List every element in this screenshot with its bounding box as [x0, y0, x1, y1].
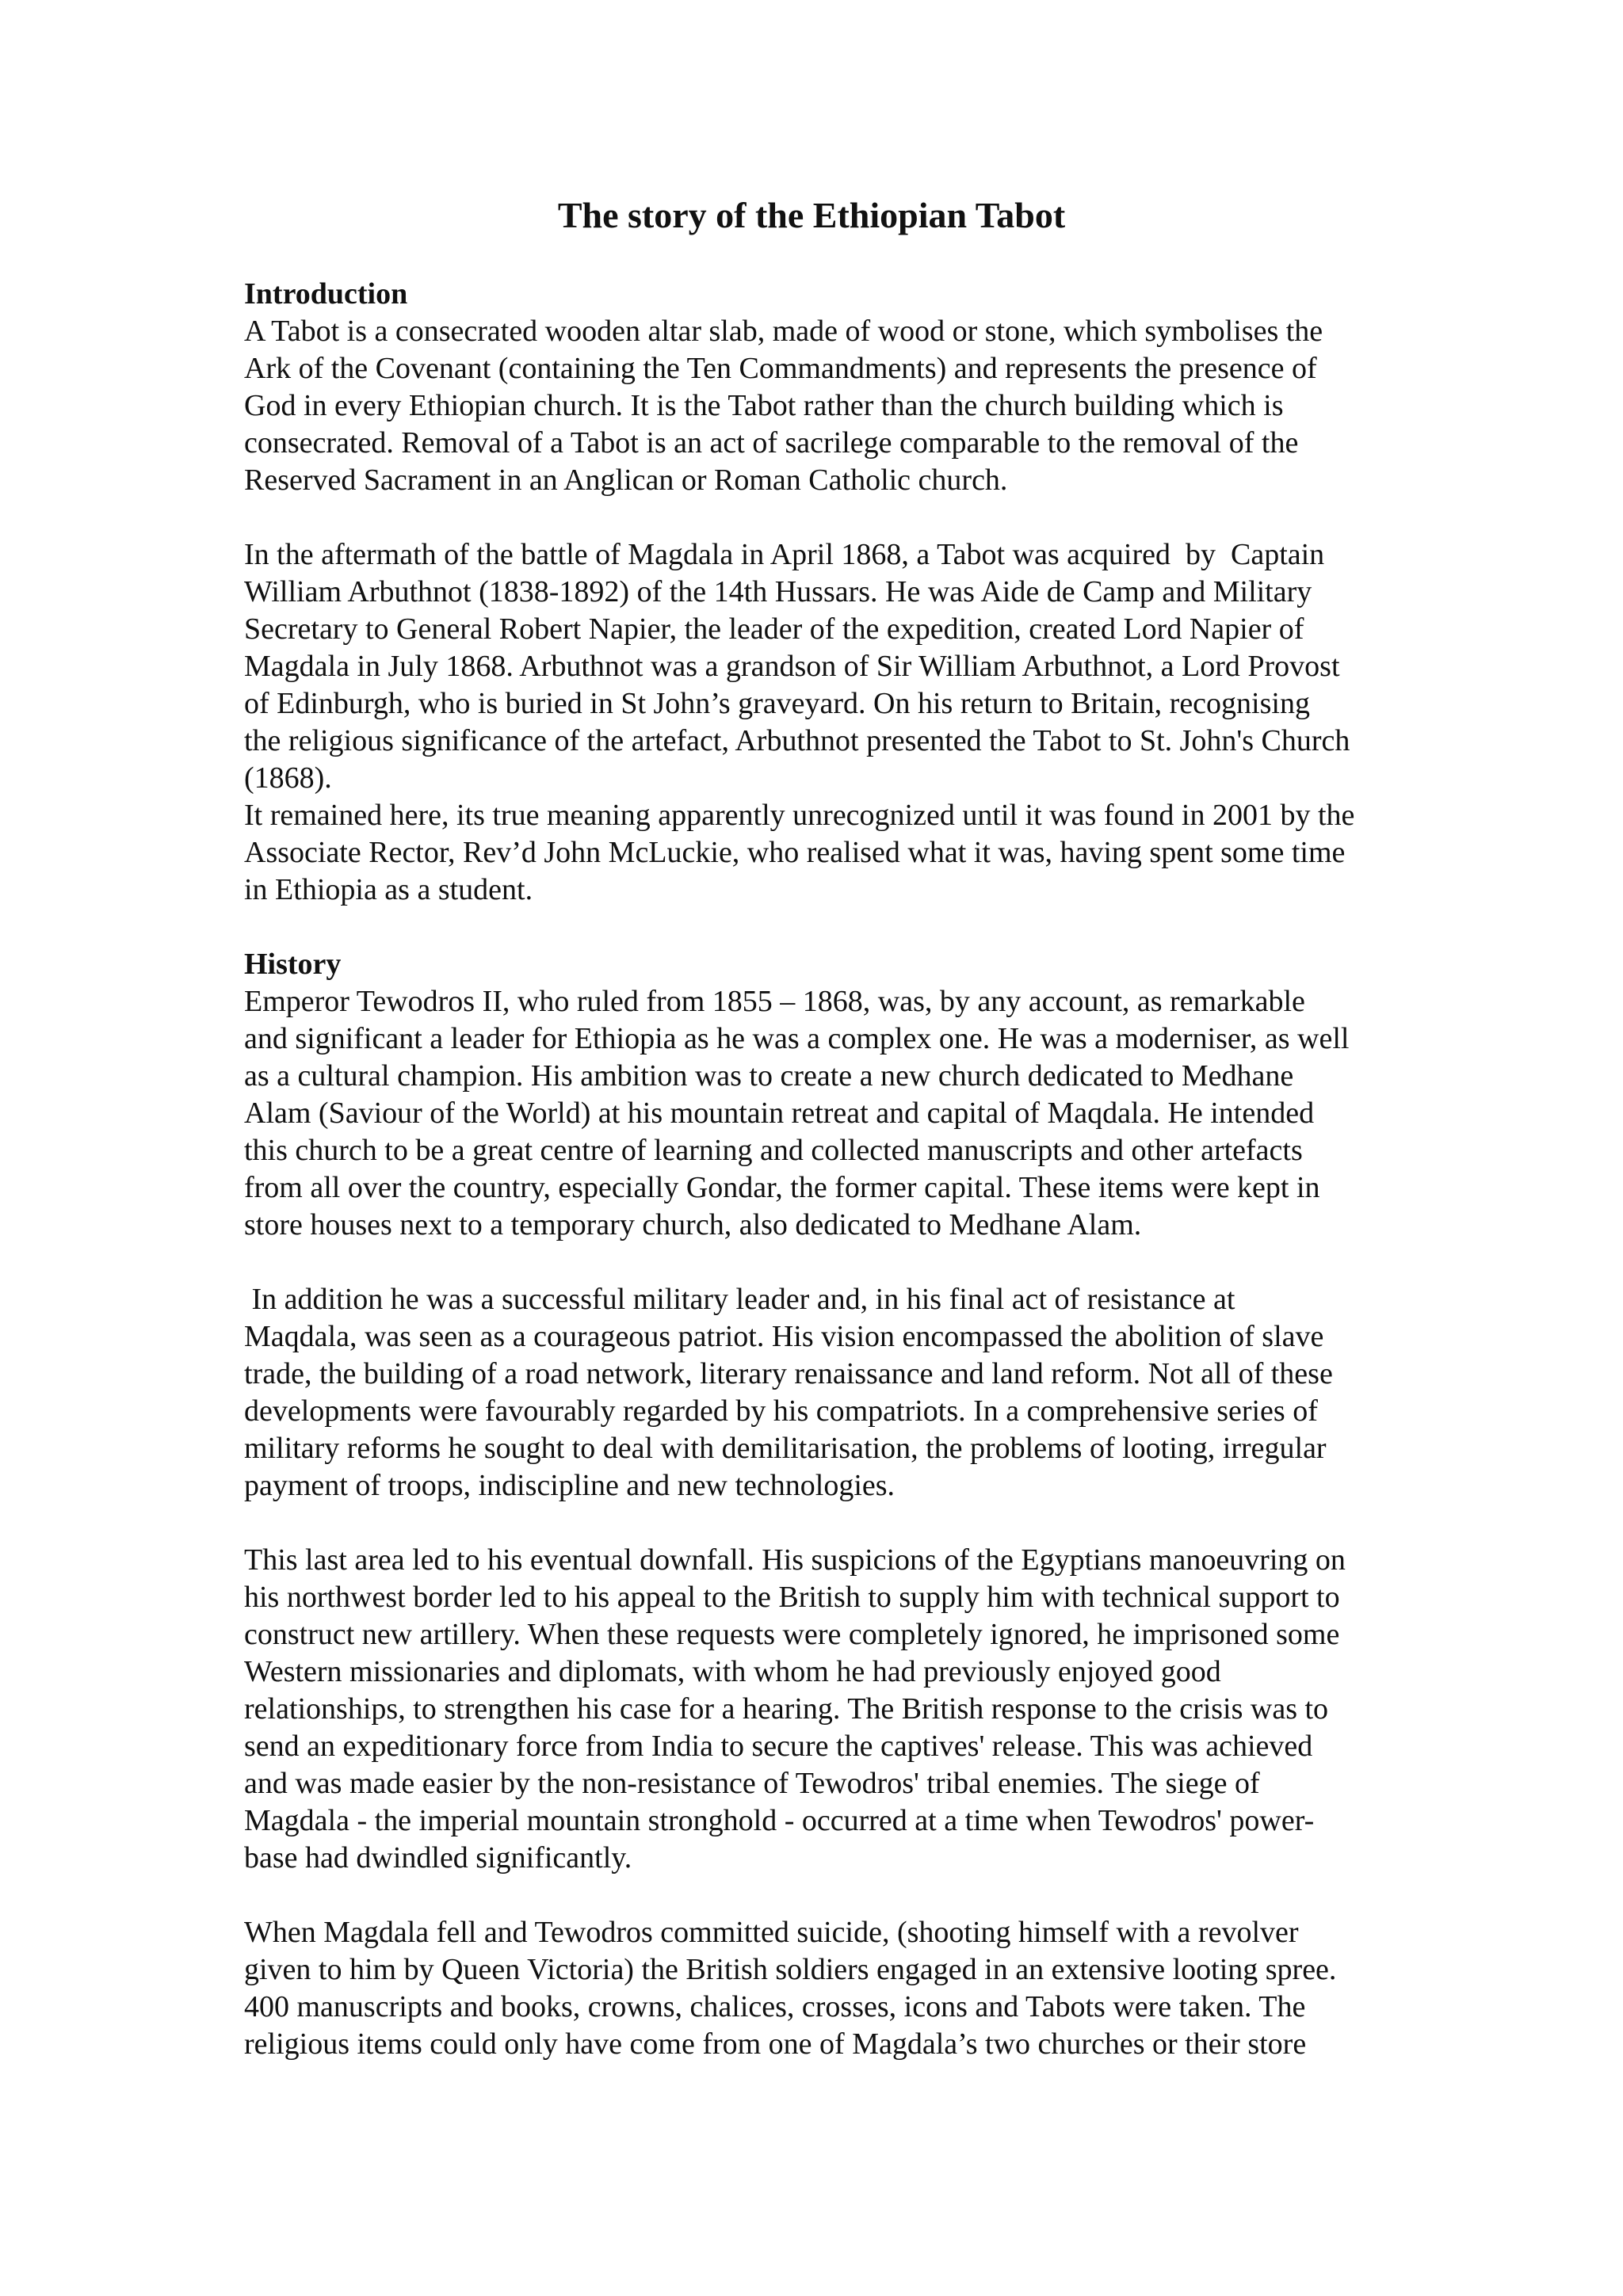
text-line: Secretary to General Robert Napier, the leader of the expedition, created Lord Napier of — [244, 612, 1304, 646]
text-line: relationships, to strengthen his case for a hearing. The British response to the crisis was to — [244, 1692, 1329, 1726]
text-line: William Arbuthnot (1838-1892) of the 14th Hussars. He was Aide de Camp and Military — [244, 575, 1312, 608]
text-line: in Ethiopia as a student. — [244, 873, 533, 906]
text-line: It remained here, its true meaning apparently unrecognized until it was found in 2001 by the — [244, 799, 1355, 832]
section-history — [244, 946, 1480, 2063]
text-line: store houses next to a temporary church, also dedicated to Medhane Alam. — [244, 1208, 1142, 1241]
text-line: the religious significance of the artefact, Arbuthnot presented the Tabot to St. John's Church — [244, 724, 1350, 757]
text-line: send an expeditionary force from India to secure the captives' release. This was achieved — [244, 1730, 1313, 1763]
text-line: this church to be a great centre of learning and collected manuscripts and other artefacts — [244, 1134, 1303, 1167]
text-line: (1868). — [244, 761, 332, 795]
text-line: and significant a leader for Ethiopia as he was a complex one. He was a moderniser, as well — [244, 1022, 1350, 1055]
text-line: military reforms he sought to deal with demilitarisation, the problems of looting, irregular — [244, 1432, 1327, 1465]
text-line: Western missionaries and diplomats, with whom he had previously enjoyed good — [244, 1655, 1221, 1688]
paragraph — [244, 1542, 1480, 1877]
text-line: Associate Rector, Rev’d John McLuckie, who realised what it was, having spent some time — [244, 836, 1346, 869]
text-line: construct new artillery. When these requests were completely ignored, he imprisoned some — [244, 1618, 1340, 1651]
paragraph — [244, 313, 1480, 499]
section-heading: Introduction — [244, 277, 408, 311]
text-line: as a cultural champion. His ambition was to create a new church dedicated to Medhane — [244, 1059, 1294, 1093]
paragraph — [244, 1281, 1480, 1505]
text-line: Alam (Saviour of the World) at his mountain retreat and capital of Maqdala. He intended — [244, 1097, 1315, 1130]
paragraph-spacer — [244, 909, 1480, 946]
paragraph-spacer — [244, 499, 1480, 536]
paragraph — [244, 983, 1480, 1244]
document-body — [244, 276, 1480, 2063]
text-line: from all over the country, especially Gondar, the former capital. These items were kept in — [244, 1171, 1320, 1204]
paragraph-spacer — [244, 1877, 1480, 1914]
text-line: consecrated. Removal of a Tabot is an act of sacrilege comparable to the removal of the — [244, 426, 1299, 460]
text-line: developments were favourably regarded by his compatriots. In a comprehensive series of — [244, 1394, 1318, 1428]
text-line: In the aftermath of the battle of Magdala in April 1868, a Tabot was acquired by Captain — [244, 538, 1325, 571]
text-line: Magdala - the imperial mountain stronghold - occurred at a time when Tewodros' power- — [244, 1804, 1315, 1837]
text-line: God in every Ethiopian church. It is the Tabot rather than the church building which is — [244, 389, 1284, 422]
text-line: trade, the building of a road network, literary renaissance and land reform. Not all of these — [244, 1357, 1333, 1390]
text-line: his northwest border led to his appeal to the British to supply him with technical support to — [244, 1581, 1340, 1614]
text-line: 400 manuscripts and books, crowns, chalices, crosses, icons and Tabots were taken. The — [244, 1990, 1306, 2023]
text-line: Emperor Tewodros II, who ruled from 1855 – 1868, was, by any account, as remarkable — [244, 985, 1305, 1018]
text-line: When Magdala fell and Tewodros committed suicide, (shooting himself with a revolver — [244, 1916, 1299, 1949]
text-line: and was made easier by the non-resistance of Tewodros' tribal enemies. The siege of — [244, 1767, 1260, 1800]
text-line: Magdala in July 1868. Arbuthnot was a grandson of Sir William Arbuthnot, a Lord Provost — [244, 650, 1340, 683]
text-line: Maqdala, was seen as a courageous patriot. His vision encompassed the abolition of slave — [244, 1320, 1324, 1353]
paragraph-spacer — [244, 1505, 1480, 1542]
text-line: Reserved Sacrament in an Anglican or Roman Catholic church. — [244, 463, 1008, 497]
text-line: given to him by Queen Victoria) the British soldiers engaged in an extensive looting spree. — [244, 1953, 1337, 1986]
paragraph — [244, 536, 1480, 909]
text-line: base had dwindled significantly. — [244, 1841, 632, 1875]
text-line: A Tabot is a consecrated wooden altar slab, made of wood or stone, which symbolises the — [244, 315, 1323, 348]
section-introduction — [244, 276, 1480, 946]
page-title: The story of the Ethiopian Tabot — [557, 195, 1066, 235]
text-line: This last area led to his eventual downfall. His suspicions of the Egyptians manoeuvring on — [244, 1543, 1346, 1577]
paragraph-spacer — [244, 1244, 1480, 1281]
text-line: of Edinburgh, who is buried in St John’s graveyard. On his return to Britain, recognising — [244, 687, 1310, 720]
section-heading: History — [244, 948, 342, 981]
text-line: payment of troops, indiscipline and new technologies. — [244, 1469, 896, 1502]
text-line: Ark of the Covenant (containing the Ten Commandments) and represents the presence of — [244, 352, 1317, 385]
text-line: In addition he was a successful military leader and, in his final act of resistance at — [244, 1283, 1235, 1316]
text-line: religious items could only have come from one of Magdala’s two churches or their store — [244, 2027, 1307, 2061]
paragraph — [244, 1914, 1480, 2063]
